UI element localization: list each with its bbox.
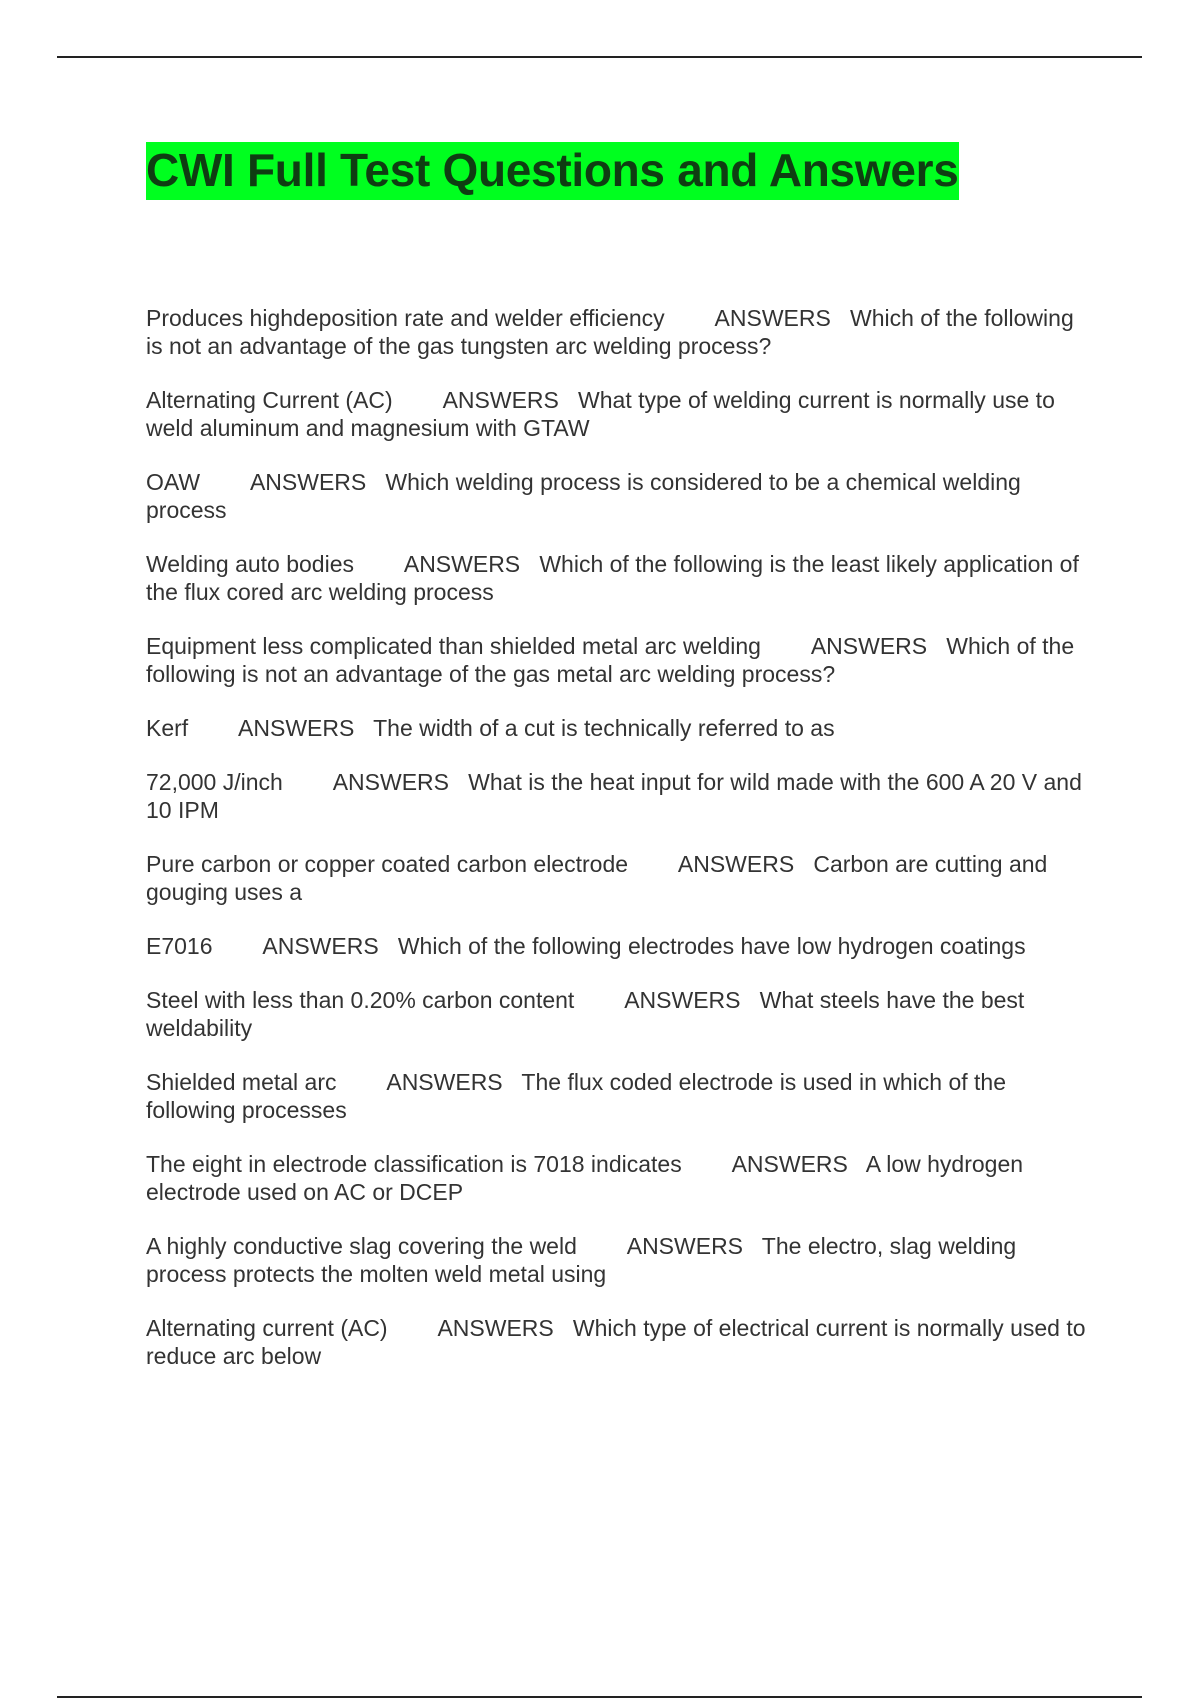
qa-item <box>146 1314 1091 1370</box>
qa-answer: Alternating current (AC) <box>146 1315 388 1341</box>
qa-answer: Pure carbon or copper coated carbon electrode <box>146 851 629 877</box>
qa-answer: Shielded metal arc <box>146 1069 337 1095</box>
qa-item <box>146 1232 1091 1288</box>
qa-item <box>146 1068 1091 1124</box>
qa-question: Carbon are cutting and gouging uses a <box>146 851 1054 905</box>
qa-separator: ANSWERS <box>386 1069 503 1095</box>
qa-answer: Equipment less complicated than shielded metal arc welding <box>146 633 761 659</box>
qa-separator: ANSWERS <box>238 715 355 741</box>
qa-question: The flux coded electrode is used in which of the following processes <box>146 1069 1013 1123</box>
document-title: CWI Full Test Questions and Answers <box>146 142 959 200</box>
qa-question: Which type of electrical current is normally used to reduce arc below <box>146 1315 1092 1369</box>
qa-answer: Kerf <box>146 715 189 741</box>
qa-separator: ANSWERS <box>626 1233 744 1259</box>
qa-separator: ANSWERS <box>249 469 367 495</box>
qa-item <box>146 850 1091 906</box>
qa-answer: Welding auto bodies <box>146 551 354 577</box>
qa-question: What is the heat input for wild made with the 600 A 20 V and 10 IPM <box>146 769 1089 823</box>
qa-item <box>146 1150 1091 1206</box>
qa-item <box>146 632 1091 688</box>
qa-separator: ANSWERS <box>332 769 449 795</box>
qa-answer: The eight in electrode classification is 7018 indicates <box>146 1151 682 1177</box>
qa-separator: ANSWERS <box>262 933 379 959</box>
qa-separator: ANSWERS <box>677 851 795 877</box>
qa-separator: ANSWERS <box>437 1315 554 1341</box>
bottom-rule <box>57 1696 1142 1698</box>
qa-separator: ANSWERS <box>714 305 831 331</box>
qa-item <box>146 932 1091 960</box>
qa-answer: Steel with less than 0.20% carbon content <box>146 987 575 1013</box>
qa-question: The width of a cut is technically referred to as <box>373 715 835 741</box>
qa-answer: Produces highdeposition rate and welder efficiency <box>146 305 665 331</box>
qa-item <box>146 714 1091 742</box>
qa-question: What type of welding current is normally use to weld aluminum and magnesium with GTAW <box>146 387 1062 441</box>
qa-item <box>146 550 1091 606</box>
qa-answer: E7016 <box>146 933 213 959</box>
qa-answer: OAW <box>146 469 201 495</box>
qa-question: A low hydrogen electrode used on AC or DCEP <box>146 1151 1030 1205</box>
qa-question: Which of the following is not an advantage of the gas tungsten arc welding process? <box>146 305 1081 359</box>
qa-separator: ANSWERS <box>624 987 741 1013</box>
qa-separator: ANSWERS <box>810 633 928 659</box>
qa-question: Which of the following is not an advantage of the gas metal arc welding process? <box>146 633 1081 687</box>
qa-answer: 72,000 J/inch <box>146 769 283 795</box>
document-body <box>146 142 1091 1396</box>
qa-question: Which of the following is the least likely application of the flux cored arc welding process <box>146 551 1086 605</box>
qa-separator: ANSWERS <box>442 387 559 413</box>
qa-question: Which of the following electrodes have low hydrogen coatings <box>397 933 1026 959</box>
qa-list <box>146 304 1091 1370</box>
qa-question: The electro, slag welding process protects the molten weld metal using <box>146 1233 1023 1287</box>
qa-separator: ANSWERS <box>731 1151 848 1177</box>
qa-separator: ANSWERS <box>403 551 521 577</box>
qa-item <box>146 304 1091 360</box>
qa-item <box>146 768 1091 824</box>
qa-question: What steels have the best weldability <box>146 987 1031 1041</box>
qa-item <box>146 986 1091 1042</box>
qa-item <box>146 386 1091 442</box>
top-rule <box>57 56 1142 58</box>
qa-answer: Alternating Current (AC) <box>146 387 393 413</box>
qa-question: Which welding process is considered to be a chemical welding process <box>146 469 1028 523</box>
qa-answer: A highly conductive slag covering the weld <box>146 1233 577 1259</box>
qa-item <box>146 468 1091 524</box>
